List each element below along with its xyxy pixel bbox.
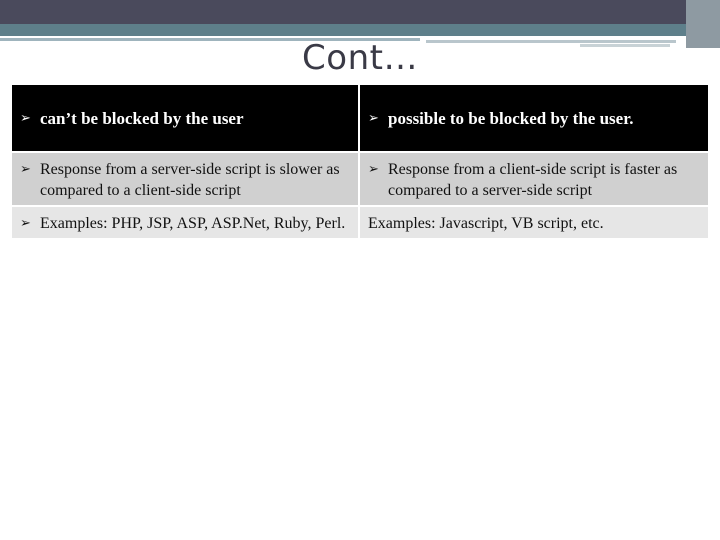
top-decorative-band	[0, 0, 720, 24]
arrow-bullet-icon: ➢	[20, 216, 31, 231]
table-cell-client	[359, 85, 708, 152]
slide-title: Cont…	[302, 38, 418, 78]
arrow-bullet-icon: ➢	[20, 162, 31, 177]
table-cell-client	[359, 152, 708, 206]
table-row-header	[12, 85, 708, 152]
table-row	[12, 152, 708, 206]
table-cell-client	[359, 206, 708, 239]
table-row	[12, 206, 708, 239]
comparison-table	[12, 85, 708, 240]
cell-text: Examples: Javascript, VB script, etc.	[368, 215, 604, 232]
table-cell-server	[12, 206, 359, 239]
arrow-bullet-icon: ➢	[368, 110, 379, 126]
arrow-bullet-icon: ➢	[368, 162, 379, 177]
arrow-bullet-icon: ➢	[20, 110, 31, 126]
cell-text: possible to be blocked by the user.	[388, 108, 634, 128]
cell-text: Examples: PHP, JSP, ASP, ASP.Net, Ruby, Perl.	[40, 215, 346, 232]
top-accent-band	[0, 24, 720, 36]
table-cell-server	[12, 85, 359, 152]
cell-text: can’t be blocked by the user	[40, 108, 244, 128]
cell-text: Response from a client-side script is faster as compared to a server-side script	[388, 161, 678, 199]
table-cell-server	[12, 152, 359, 206]
cell-text: Response from a server-side script is slower as compared to a client-side script	[40, 161, 340, 199]
